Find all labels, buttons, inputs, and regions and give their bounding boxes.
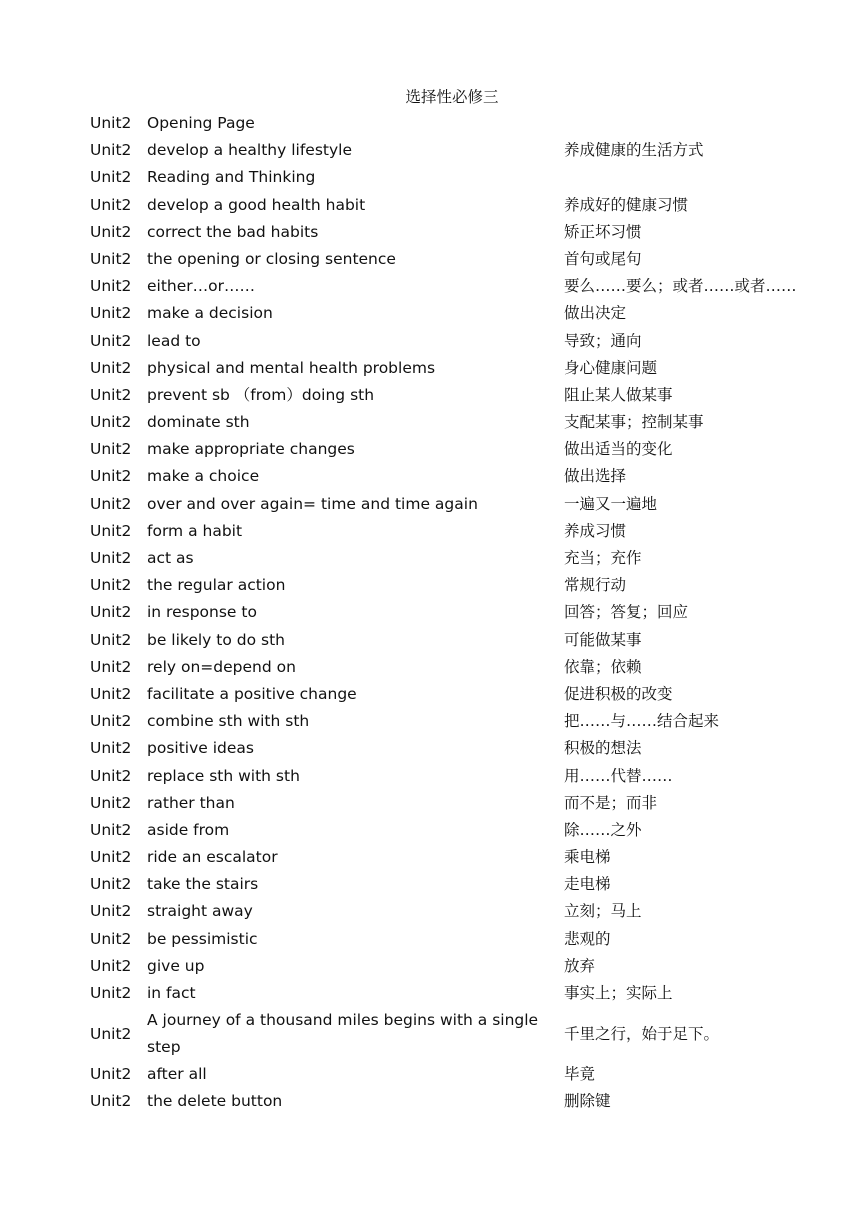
unit-label: Unit2 — [90, 277, 132, 296]
english-phrase: be pessimistic — [147, 929, 258, 948]
chinese-meaning: 积极的想法 — [564, 739, 642, 758]
english-phrase: correct the bad habits — [147, 222, 319, 241]
vocab-row — [90, 491, 830, 518]
english-phrase: aside from — [147, 820, 230, 839]
english-phrase: over and over again= time and time again — [147, 494, 478, 513]
chinese-meaning: 做出决定 — [564, 304, 627, 323]
chinese-meaning: 回答；答复；回应 — [564, 603, 689, 622]
vocab-row — [90, 953, 830, 980]
vocab-row — [90, 1007, 830, 1061]
unit-label: Unit2 — [90, 304, 132, 323]
unit-label: Unit2 — [90, 141, 132, 160]
english-phrase: ride an escalator — [147, 848, 278, 867]
english-phrase: combine sth with sth — [147, 712, 310, 731]
unit-label: Unit2 — [90, 684, 132, 703]
vocab-row — [90, 246, 830, 273]
vocab-row — [90, 871, 830, 898]
chinese-meaning: 悲观的 — [564, 929, 611, 948]
vocab-row — [90, 355, 830, 382]
english-phrase: A journey of a thousand miles begins with a single step — [147, 1011, 539, 1057]
english-phrase: either…or…… — [147, 277, 256, 296]
english-phrase: rely on=depend on — [147, 657, 296, 676]
vocab-row — [90, 192, 830, 219]
vocab-row — [90, 545, 830, 572]
vocab-row — [90, 382, 830, 409]
unit-label: Unit2 — [90, 222, 132, 241]
english-phrase: the opening or closing sentence — [147, 249, 396, 268]
english-phrase: straight away — [147, 902, 253, 921]
vocab-row — [90, 110, 830, 137]
vocab-row — [90, 790, 830, 817]
unit-label: Unit2 — [90, 875, 132, 894]
english-phrase: be likely to do sth — [147, 630, 285, 649]
vocab-row — [90, 219, 830, 246]
chinese-meaning: 首句或尾句 — [564, 249, 642, 268]
vocab-row — [90, 844, 830, 871]
chinese-meaning: 养成习惯 — [564, 521, 627, 540]
chinese-meaning: 养成好的健康习惯 — [564, 195, 689, 214]
vocab-row — [90, 681, 830, 708]
vocab-row — [90, 1088, 830, 1115]
unit-label: Unit2 — [90, 331, 132, 350]
english-phrase: positive ideas — [147, 739, 254, 758]
unit-label: Unit2 — [90, 195, 132, 214]
english-phrase: lead to — [147, 331, 201, 350]
chinese-meaning: 身心健康问题 — [564, 358, 658, 377]
chinese-meaning: 养成健康的生活方式 — [564, 141, 704, 160]
unit-label: Unit2 — [90, 114, 132, 132]
chinese-meaning: 矫正坏习惯 — [564, 222, 642, 241]
chinese-meaning: 可能做某事 — [564, 630, 642, 649]
english-phrase: the delete button — [147, 1092, 283, 1111]
unit-label: Unit2 — [90, 1092, 132, 1111]
chinese-meaning: 依靠；依赖 — [564, 657, 642, 676]
unit-label: Unit2 — [90, 168, 132, 187]
unit-label: Unit2 — [90, 712, 132, 731]
unit-label: Unit2 — [90, 739, 132, 758]
vocab-row — [90, 518, 830, 545]
english-phrase: prevent sb （from）doing sth — [147, 385, 375, 404]
chinese-meaning: 一遍又一遍地 — [564, 494, 658, 513]
english-phrase: make appropriate changes — [147, 440, 355, 459]
unit-label: Unit2 — [90, 984, 132, 1002]
english-phrase: after all — [147, 1065, 207, 1084]
english-phrase: in response to — [147, 603, 257, 622]
english-phrase: physical and mental health problems — [147, 358, 436, 377]
unit-label: Unit2 — [90, 249, 132, 268]
chinese-meaning: 用……代替…… — [564, 766, 673, 785]
vocab-row — [90, 409, 830, 436]
unit-label: Unit2 — [90, 766, 132, 785]
unit-label: Unit2 — [90, 1065, 132, 1084]
unit-label: Unit2 — [90, 929, 132, 948]
unit-label: Unit2 — [90, 956, 132, 975]
unit-label: Unit2 — [90, 603, 132, 622]
vocab-row — [90, 980, 830, 1007]
english-phrase: Reading and Thinking — [147, 168, 316, 187]
chinese-meaning: 删除键 — [564, 1092, 611, 1111]
unit-label: Unit2 — [90, 793, 132, 812]
unit-label: Unit2 — [90, 521, 132, 540]
chinese-meaning: 毕竟 — [564, 1065, 596, 1084]
english-phrase: facilitate a positive change — [147, 684, 357, 703]
english-phrase: the regular action — [147, 576, 286, 595]
english-phrase: make a decision — [147, 304, 273, 323]
vocab-row — [90, 735, 830, 762]
unit-label: Unit2 — [90, 467, 132, 486]
vocab-row — [90, 436, 830, 463]
english-phrase: form a habit — [147, 521, 243, 540]
vocab-row — [90, 654, 830, 681]
unit-label: Unit2 — [90, 1024, 132, 1043]
chinese-meaning: 乘电梯 — [564, 848, 611, 867]
chinese-meaning: 做出选择 — [564, 467, 627, 486]
chinese-meaning: 而不是；而非 — [564, 793, 658, 812]
unit-label: Unit2 — [90, 358, 132, 377]
unit-label: Unit2 — [90, 657, 132, 676]
vocab-row — [90, 572, 830, 599]
english-phrase: develop a healthy lifestyle — [147, 141, 353, 160]
vocab-row — [90, 328, 830, 355]
chinese-meaning: 要么……要么；或者……或者…… — [564, 277, 797, 296]
page-title: 选择性必修三 — [405, 88, 499, 106]
unit-label: Unit2 — [90, 576, 132, 595]
chinese-meaning: 做出适当的变化 — [564, 440, 673, 459]
english-phrase: give up — [147, 956, 205, 975]
vocab-row — [90, 164, 830, 191]
chinese-meaning: 支配某事；控制某事 — [564, 413, 704, 432]
unit-label: Unit2 — [90, 848, 132, 867]
english-phrase: replace sth with sth — [147, 766, 300, 785]
chinese-meaning: 千里之行，始于足下。 — [564, 1024, 720, 1043]
chinese-meaning: 把……与……结合起来 — [564, 712, 720, 731]
vocab-row — [90, 599, 830, 626]
english-phrase: make a choice — [147, 467, 260, 486]
vocab-row — [90, 708, 830, 735]
vocab-row — [90, 1061, 830, 1088]
unit-label: Unit2 — [90, 630, 132, 649]
english-phrase: take the stairs — [147, 875, 259, 894]
unit-label: Unit2 — [90, 549, 132, 567]
vocab-row — [90, 627, 830, 654]
chinese-meaning: 立刻；马上 — [564, 902, 642, 921]
vocab-row — [90, 137, 830, 164]
english-phrase: in fact — [147, 984, 196, 1002]
unit-label: Unit2 — [90, 902, 132, 921]
vocab-row — [90, 898, 830, 925]
english-phrase: Opening Page — [147, 114, 255, 132]
vocab-row — [90, 463, 830, 490]
chinese-meaning: 充当；充作 — [564, 549, 642, 567]
unit-label: Unit2 — [90, 494, 132, 513]
unit-label: Unit2 — [90, 440, 132, 459]
vocab-row — [90, 926, 830, 953]
chinese-meaning: 常规行动 — [564, 576, 627, 595]
english-phrase: act as — [147, 549, 194, 567]
vocab-row — [90, 763, 830, 790]
chinese-meaning: 促进积极的改变 — [564, 684, 673, 703]
unit-label: Unit2 — [90, 385, 132, 404]
unit-label: Unit2 — [90, 820, 132, 839]
vocab-row — [90, 273, 830, 300]
english-phrase: develop a good health habit — [147, 195, 366, 214]
chinese-meaning: 放弃 — [564, 956, 596, 975]
vocab-row — [90, 300, 830, 327]
vocabulary-table — [90, 110, 830, 1116]
chinese-meaning: 阻止某人做某事 — [564, 385, 673, 404]
english-phrase: rather than — [147, 793, 235, 812]
chinese-meaning: 除……之外 — [564, 820, 642, 839]
english-phrase: dominate sth — [147, 413, 250, 432]
vocab-row — [90, 817, 830, 844]
chinese-meaning: 导致；通向 — [564, 331, 642, 350]
chinese-meaning: 走电梯 — [564, 875, 611, 894]
unit-label: Unit2 — [90, 413, 132, 432]
chinese-meaning: 事实上；实际上 — [564, 984, 673, 1002]
